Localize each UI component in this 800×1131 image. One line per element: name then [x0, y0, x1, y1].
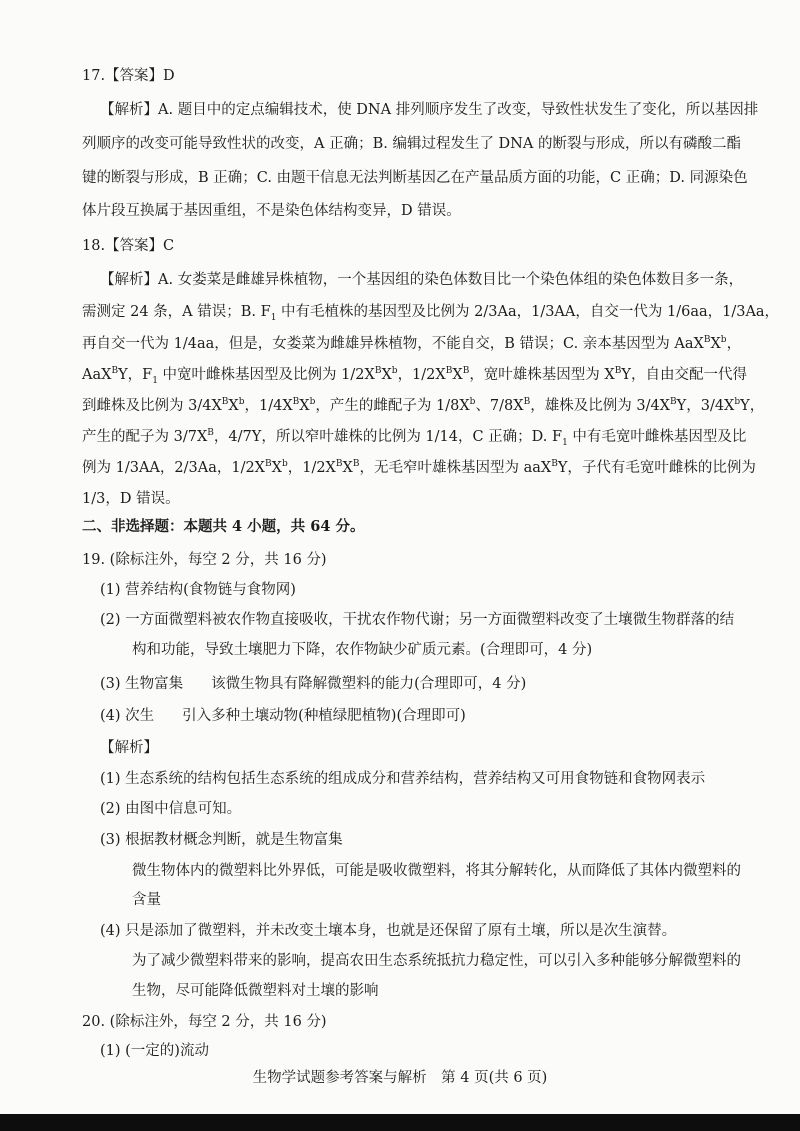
superscript: B — [292, 397, 300, 408]
superscript: b — [309, 397, 316, 408]
superscript: B — [670, 397, 677, 408]
text-run: 例为 1/3AA，2/3Aa，1/2X — [82, 460, 265, 476]
q19-explain-4-cont: 生物，尽可能降低微塑料对土壤的影响 — [132, 983, 379, 999]
superscript: B — [207, 428, 214, 439]
superscript: b — [734, 397, 741, 408]
q19-answer-2: (2) 一方面微塑料被农作物直接吸收，干扰农作物代谢；另一方面微塑料改变了土壤微生物群落的结 — [100, 612, 735, 628]
q18-jiexi-line — [82, 302, 779, 322]
text-run: ，1/4X — [244, 398, 293, 414]
subscript: 1 — [152, 375, 158, 386]
text-run: AaX — [82, 367, 112, 383]
q17-jiexi-line: 列顺序的改变可能导致性状的改变，A 正确；B. 编辑过程发生了 DNA 的断裂与形成，所以有磷酸二酯 — [82, 136, 741, 152]
superscript: b — [238, 397, 245, 408]
text-run: ，雄株及比例为 3/4X — [530, 398, 671, 414]
superscript: B — [335, 459, 343, 470]
superscript: B — [374, 366, 382, 377]
q18-answer: 18.【答案】C — [82, 238, 175, 254]
text-run: 该微生物具有降解微塑料的能力(合理即可，4 分) — [211, 676, 527, 692]
superscript: B — [523, 397, 531, 408]
q19-explain-1: (1) 生态系统的结构包括生态系统的组成成分和营养结构，营养结构又可用食物链和食物网表示 — [100, 771, 706, 787]
text-run: Y， — [740, 398, 765, 414]
superscript: B — [445, 366, 453, 377]
q17-jiexi-line: 键的断裂与形成，B 正确；C. 由题干信息无法判断基因乙在产量品质方面的功能，C 正确；D. 同源染色 — [82, 170, 748, 186]
subscript: 1 — [562, 437, 568, 448]
superscript: b — [469, 397, 476, 408]
q18-jiexi-line — [82, 396, 764, 416]
text-run: Y，子代有毛宽叶雌株的比例为 — [557, 460, 756, 476]
text-run: ，4/7Y，所以窄叶雄株的比例为 1/14，C 正确；D. F — [213, 429, 563, 445]
text-run: ，1/2X — [397, 367, 446, 383]
q17-jiexi-line: 【解析】A. 题目中的定点编辑技术，使 DNA 排列顺序发生了改变，导致性状发生了变化，所以基因排 — [100, 102, 759, 118]
text-run: X — [342, 460, 353, 476]
superscript: B — [614, 366, 622, 377]
text-run: (4) 次生 — [100, 708, 155, 724]
q19-explain-3-cont: 微生物体内的微塑料比外界低，可能是吸收微塑料，将其分解转化，从而降低了其体内微塑料的 — [132, 863, 741, 879]
q17-answer: 17.【答案】D — [82, 68, 175, 84]
q20-header: 20. (除标注外，每空 2 分，共 16 分) — [82, 1014, 327, 1030]
q19-answer-4 — [100, 706, 466, 726]
q19-answer-2-cont: 构和功能，导致土壤肥力下降，农作物缺少矿质元素。(合理即可，4 分) — [132, 642, 593, 658]
q17-jiexi-line: 体片段互换属于基因重组，不是染色体结构变异，D 错误。 — [82, 203, 461, 219]
text-run: 、7/8X — [475, 398, 524, 414]
q19-explain-2: (2) 由图中信息可知。 — [100, 801, 242, 817]
text-run: (3) 生物富集 — [100, 676, 184, 692]
subscript: 1 — [270, 312, 277, 323]
text-run: X — [452, 367, 463, 383]
q19-explain-4: (4) 只是添加了微塑料，并未改变土壤本身，也就是还保留了原有土壤，所以是次生演替。 — [100, 923, 677, 939]
q18-jiexi-line: 【解析】A. 女娄菜是雌雄异株植物，一个基因组的染色体数目比一个染色体组的染色体数目多一条， — [100, 272, 744, 288]
superscript: B — [551, 459, 558, 470]
q18-jiexi-line: 1/3，D 错误。 — [82, 491, 180, 507]
q19-explain-3-cont: 含量 — [132, 892, 161, 908]
text-run: ，1/2X — [287, 460, 336, 476]
superscript: b — [281, 459, 288, 470]
text-run: Y，自由交配一代得 — [621, 367, 747, 383]
text-run: 需测定 24 条，A 错误；B. F — [82, 304, 271, 320]
text-run: 中宽叶雌株基因型及比例为 1/2X — [157, 367, 375, 383]
section-title: 二、非选择题：本题共 4 小题，共 64 分。 — [82, 518, 365, 535]
q19-explain-4-cont: 为了减少微塑料带来的影响，提高农田生态系统抵抗力稳定性，可以引入多种能够分解微塑料的 — [132, 953, 741, 969]
text-run: X — [271, 460, 282, 476]
text-run: X — [228, 398, 239, 414]
q19-explain-3: (3) 根据教材概念判断，就是生物富集 — [100, 832, 343, 848]
text-run: 中有毛植株的基因型及比例为 2/3Aa，1/3AA，自交一代为 1/6aa，1/3Aa， — [276, 304, 780, 320]
text-run: 中有毛宽叶雌株基因型及比 — [567, 429, 747, 445]
superscript: B — [111, 366, 119, 377]
superscript: b — [391, 366, 398, 377]
superscript: B — [221, 397, 229, 408]
superscript: b — [720, 335, 727, 346]
page-footer: 生物学试题参考答案与解析 第 4 页(共 6 页) — [252, 1070, 548, 1086]
superscript: B — [703, 335, 711, 346]
text-run: ，产生的雌配子为 1/8X — [315, 398, 470, 414]
q18-jiexi-line — [82, 334, 741, 354]
text-run: ，无毛窄叶雄株基因型为 aaX — [359, 460, 552, 476]
bottom-edge-bar — [0, 1114, 800, 1131]
text-run: 再自交一代为 1/4aa，但是，女娄菜为雌雄异株植物，不能自交，B 错误；C. 亲本基因型为 AaX — [82, 336, 704, 352]
text-run: X — [710, 336, 721, 352]
text-run: Y，F — [118, 367, 153, 383]
text-run: 到雌株及比例为 3/4X — [82, 398, 222, 414]
text-run: ， — [726, 336, 742, 352]
q18-jiexi-line — [82, 365, 747, 385]
superscript: B — [352, 459, 360, 470]
text-run: ，宽叶雄株基因型为 X — [469, 367, 615, 383]
text-run: 产生的配子为 3/7X — [82, 429, 208, 445]
text-run: Y，3/4X — [676, 398, 735, 414]
q20-answer-1: (1) (一定的)流动 — [100, 1043, 209, 1059]
q19-answer-3 — [100, 674, 526, 694]
text-run: X — [381, 367, 392, 383]
superscript: B — [462, 366, 470, 377]
text-run: 引入多种土壤动物(种植绿肥植物)(合理即可) — [182, 708, 466, 724]
superscript: B — [265, 459, 272, 470]
q19-jiexi-title: 【解析】 — [100, 740, 158, 756]
q19-answer-1: (1) 营养结构(食物链与食物网) — [100, 582, 296, 598]
q18-jiexi-line — [82, 458, 756, 478]
text-run: X — [299, 398, 310, 414]
q19-header: 19. (除标注外，每空 2 分，共 16 分) — [82, 552, 327, 568]
q18-jiexi-line — [82, 427, 746, 447]
